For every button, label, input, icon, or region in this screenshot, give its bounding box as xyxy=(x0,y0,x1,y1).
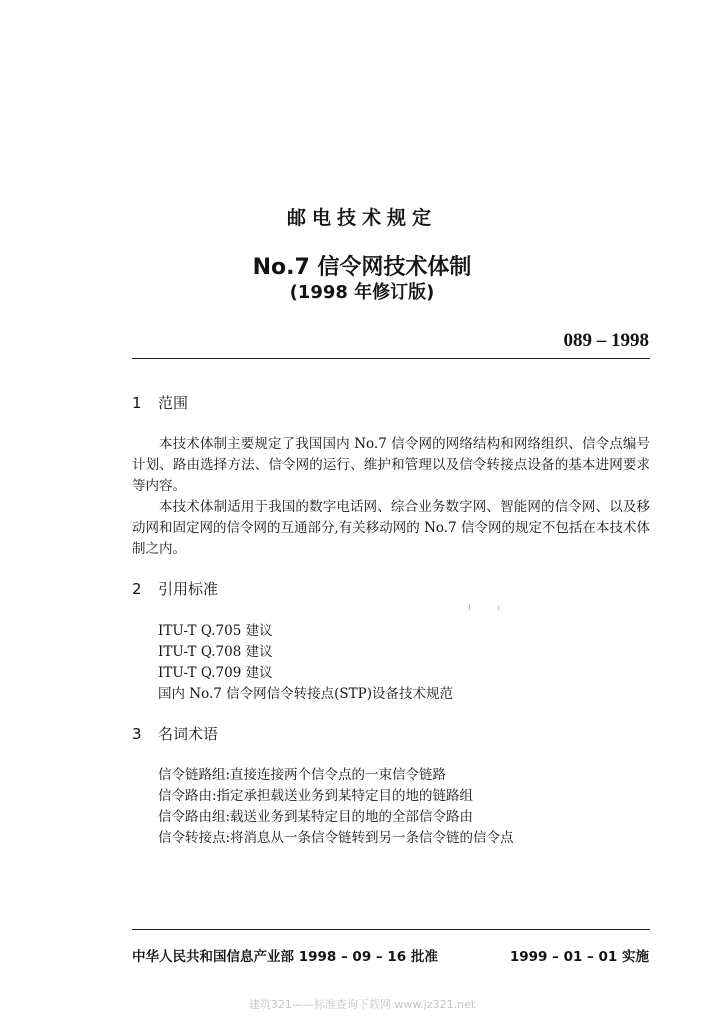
section-title: 引用标准 xyxy=(158,580,219,598)
footer-divider xyxy=(132,929,650,930)
department-heading: 邮电技术规定 xyxy=(286,207,437,229)
document-title: No.7 信令网技术体制 xyxy=(252,255,472,280)
scan-speck xyxy=(469,604,470,610)
list-item: 信令路由:指定承担载送业务到某特定目的地的链路组 xyxy=(158,788,474,804)
section-heading-terms xyxy=(132,723,218,744)
scope-paragraph-2: 本技术体制适用于我国的数字电话网、综合业务数字网、智能网的信令网、以及移动网和固定网的信令网的互通部分,有关移动网的 No.7 信令网的规定不包括在本技术体制之内。 xyxy=(132,499,650,557)
list-item: ITU-T Q.705 建议 xyxy=(158,623,273,639)
effective-date: 1999 – 01 – 01 实施 xyxy=(509,949,649,965)
section-number: 1 xyxy=(132,394,142,412)
header-divider xyxy=(132,358,650,359)
list-item: ITU-T Q.708 建议 xyxy=(158,644,273,660)
list-item: ITU-T Q.709 建议 xyxy=(158,665,273,681)
section-heading-references xyxy=(132,578,218,599)
section-title: 范围 xyxy=(158,394,189,412)
section-title: 名词术语 xyxy=(158,725,219,743)
reference-list xyxy=(158,621,453,705)
list-item: 信令转接点:将消息从一条信令链转到另一条信令链的信令点 xyxy=(158,830,514,846)
section-number: 2 xyxy=(132,580,142,598)
watermark: 建筑321——标准查询下载网 www.jz321.net xyxy=(248,998,476,1011)
section-heading-scope xyxy=(132,392,188,413)
list-item: 信令路由组:载送业务到某特定目的地的全部信令路由 xyxy=(158,809,474,825)
document-number: 089 – 1998 xyxy=(563,330,649,351)
edition-note: (1998 年修订版) xyxy=(289,282,435,303)
approval-note: 中华人民共和国信息产业部 1998 – 09 – 16 批准 xyxy=(132,949,438,965)
section-number: 3 xyxy=(132,725,142,743)
list-item: 国内 No.7 信令网信令转接点(STP)设备技术规范 xyxy=(158,686,454,702)
scope-paragraph-1: 本技术体制主要规定了我国国内 No.7 信令网的网络结构和网络组织、信令点编号计划、路由选择方法、信令网的运行、维护和管理以及信令转接点设备的基本进网要求等内容。 xyxy=(132,436,650,494)
scan-speck xyxy=(498,606,499,610)
terms-list xyxy=(158,765,514,849)
list-item: 信令链路组:直接连接两个信令点的一束信令链路 xyxy=(158,767,447,783)
